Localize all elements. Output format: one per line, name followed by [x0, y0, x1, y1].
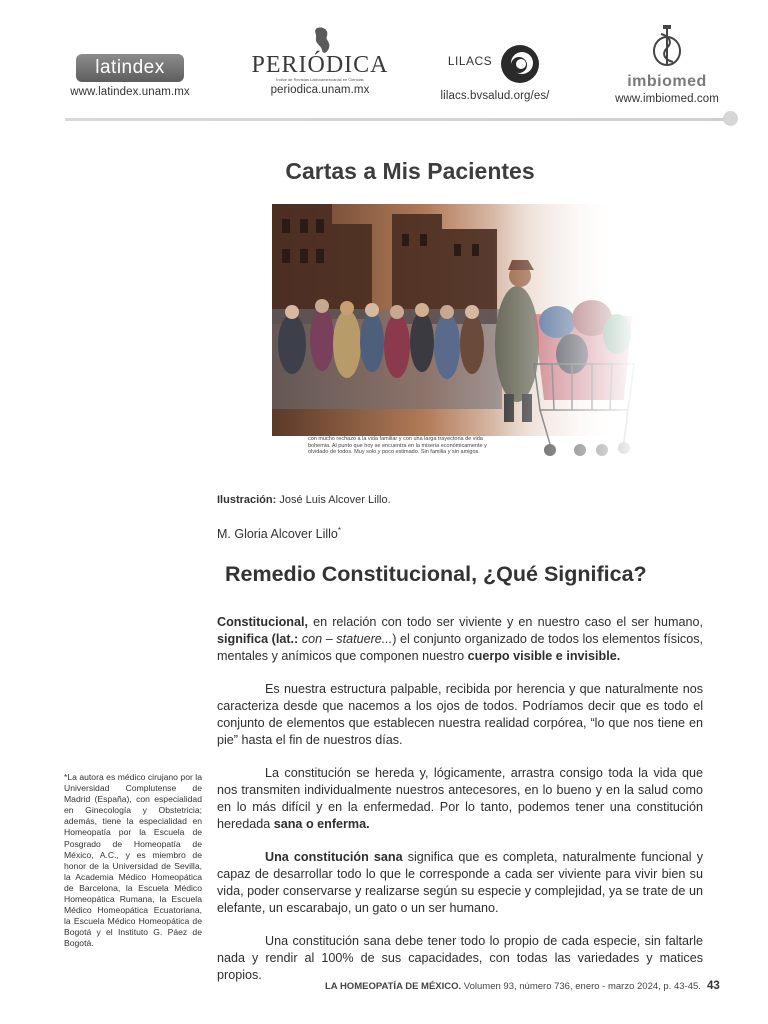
term-constitucion-sana: Una constitución sana [265, 850, 403, 864]
lilacs-logo[interactable] [410, 24, 580, 102]
article-illustration [272, 204, 642, 466]
paragraph-1 [217, 614, 703, 665]
periodica-logo[interactable] [235, 24, 405, 96]
imbiomed-logo[interactable] [582, 24, 752, 105]
latin-etymology: con – statuere... [298, 632, 393, 646]
imbiomed-url[interactable]: www.imbiomed.com [615, 93, 719, 105]
p3-text: La constitución se hereda y, lógicamente, arrastra consigo toda la vida que nos transmiten individualmente nuestros antecesores, en lo bueno y en la salud como en lo más difícil y en la enfermedad. Por lo tanto, podemos tener una constitución heredada [217, 766, 703, 831]
paragraph-4 [217, 849, 703, 917]
author-footnote: *La autora es médico cirujano por la Universidad Complutense de Madrid (España), con especialidad en Ginecología y Obstetricia; además, tiene la especialidad en Homeopatía por la Escuela de Posgrado de Homeopatía de México, A.C., y es miembro de honor de la Universidad de Sevilla, la Academia Médico Homeopática de Barcelona, la Escuela Médico Homeopática Rumana, la Escuela Médico Homeopática Ecuatoriana, la Escuela Médico Homeopática de Bogotá y el Instituto G. Páez de Bogotá. [64, 772, 202, 949]
latindex-url[interactable]: www.latindex.unam.mx [70, 86, 190, 98]
term-cuerpo-visible: cuerpo visible e invisible. [467, 649, 621, 663]
credit-label: Ilustración: [217, 494, 277, 506]
page-number: 43 [706, 980, 720, 992]
author-footnote-mark: * [337, 526, 341, 535]
paragraph-3 [217, 765, 703, 833]
lilacs-url[interactable]: lilacs.bvsalud.org/es/ [440, 90, 550, 102]
journal-citation: Volumen 93, número 736, enero - marzo 2024, p. 43-45. [461, 981, 701, 992]
illustration-caption: con mucho rechazo a la vida familiar y con una larga trayectoria de vida bohemia. Al punto que hoy se encuentra en la miseria económicamente y olvidado de todos. Muy solo y poco estimado. Sin familia y sin amigos. [308, 436, 487, 455]
term-sana-o-enferma: sana o enferma. [273, 817, 370, 831]
term-constitucional: Constitucional, [217, 615, 308, 629]
lilacs-wordmark: LILACS [447, 54, 493, 68]
journal-name: LA HOMEOPATÍA DE MÉXICO. [325, 981, 462, 992]
article-title: Remedio Constitucional, ¿Qué Significa? [225, 562, 647, 586]
periodica-subtitle: Índice de Revistas Latinoamericanas en Ciencias [276, 77, 364, 82]
latindex-wordmark: latindex [76, 54, 184, 82]
p1-text-2: ) el conjunto organizado de todos los elementos físicos, mentales y anímicos que componen nuestro [217, 632, 703, 663]
page-footer [325, 980, 720, 992]
paragraph-5: Una constitución sana debe tener todo lo propio de cada especie, sin faltarle nada y rendir al 100% de sus capacidades, con todas las variedades y matices propios. [217, 934, 703, 982]
header-divider [65, 118, 730, 121]
paragraph-2: Es nuestra estructura palpable, recibida por herencia y que naturalmente nos caracteriza desde que nacemos a los ojos de todos. Podríamos decir que es todo el conjunto de elementos que establecen nuestra realidad corpórea, “lo que nos tiene en pie” hasta el fin de nuestros días. [217, 682, 703, 747]
author-line [217, 526, 341, 541]
p4-text: significa que es completa, naturalmente funcional y capaz de desarrollar todo lo que le corresponde a cada ser viviente para vivir bien su vida, poder conservarse y realizarse según su especie y complejidad, ya se trate de un elefante, un escarabajo, un gato o un ser humano. [217, 850, 704, 915]
periodica-url[interactable]: periodica.unam.mx [270, 84, 370, 96]
credit-value: José Luis Alcover Lillo. [279, 494, 391, 506]
imbiomed-emblem-icon [649, 24, 685, 68]
header-divider-dot [723, 111, 738, 126]
illustration-credit [217, 494, 391, 506]
periodica-wordmark: PERIÓDICA [251, 52, 389, 78]
p1-text-1: en relación con todo ser viviente y en nuestro caso el ser humano, [307, 615, 703, 629]
lilacs-ring-icon [498, 42, 542, 86]
section-title: Cartas a Mis Pacientes [285, 158, 535, 184]
article-body [217, 614, 703, 1000]
author-name: M. Gloria Alcover Lillo [217, 527, 338, 542]
term-significa: significa (lat.: [217, 632, 299, 646]
imbiomed-wordmark: imbiomed [627, 73, 707, 90]
latindex-logo[interactable] [45, 24, 215, 98]
